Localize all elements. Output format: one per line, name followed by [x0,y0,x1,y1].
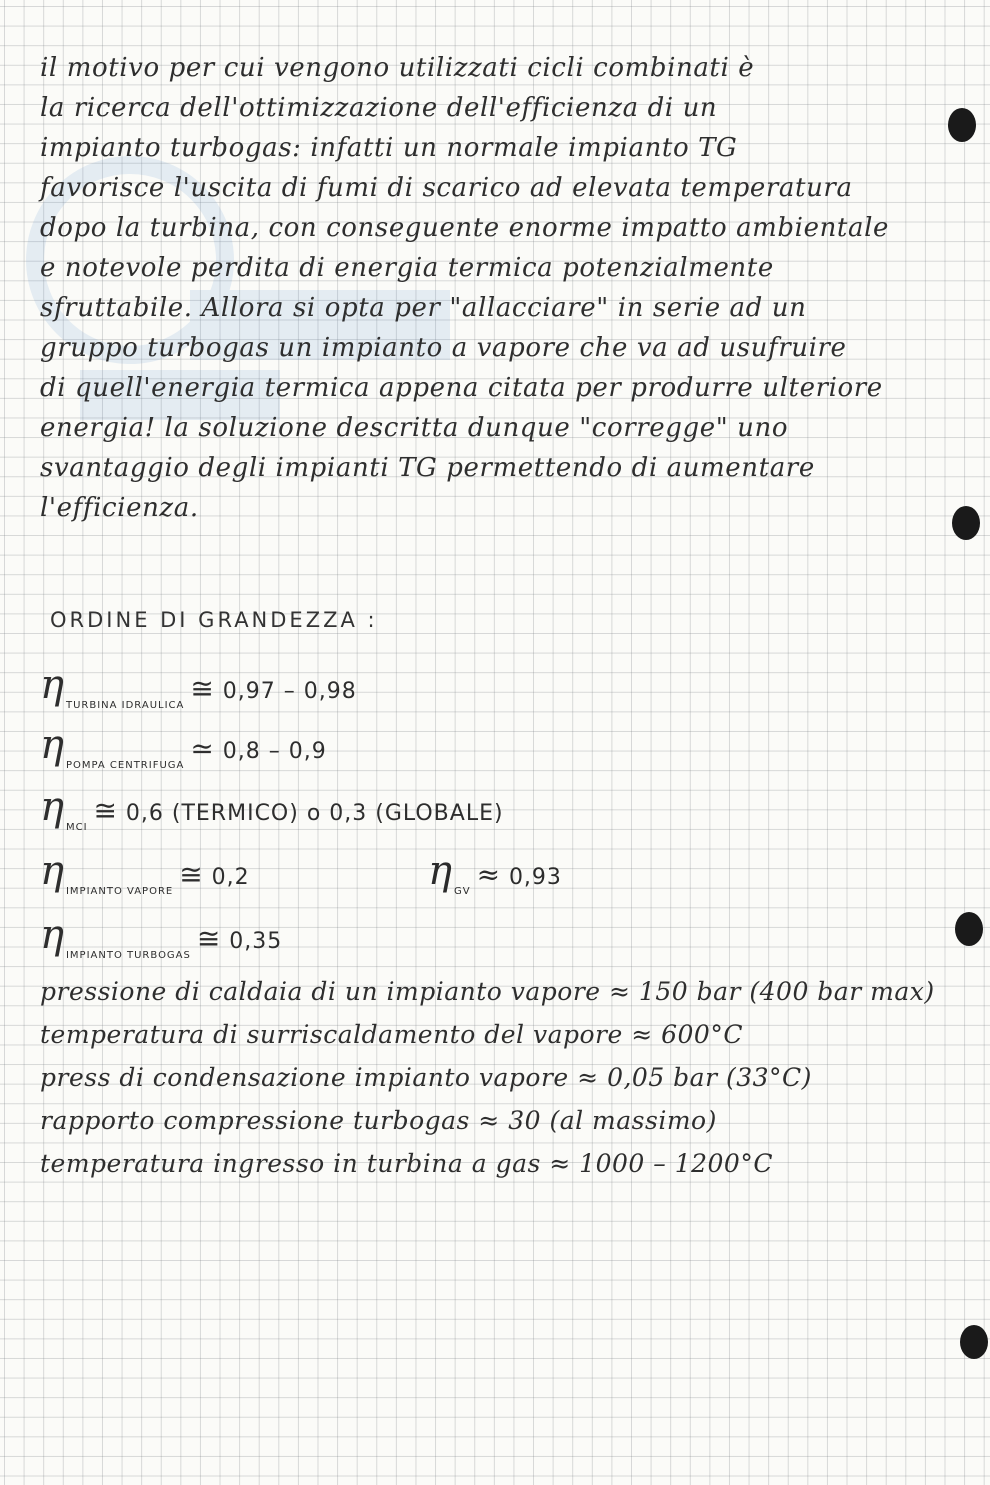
parameter-line: pressione di caldaia di un impianto vapore ≈ 150 bar (400 bar max) [40,977,935,1006]
parameters-list [40,970,950,1185]
eta-subscript: MCI [65,822,88,833]
paragraph-line: l'efficienza. [40,493,199,523]
paragraph-line: dopo la turbina, con conseguente enorme impatto ambientale [40,213,889,243]
paragraph-line: sfruttabile. Allora si opta per "allacciare" in serie ad un [40,293,807,323]
eta-relation: ≃ [190,732,214,765]
parameter-line: temperatura ingresso in turbina a gas ≈ 1000 – 1200°C [40,1149,773,1178]
eta-symbol: η [428,848,452,894]
eta-value: 0,93 [508,865,562,890]
punch-hole-4 [960,1325,988,1359]
eta-subscript: GV [453,886,471,897]
paragraph-line: svantaggio degli impianti TG permettendo di aumentare [40,453,815,483]
parameter-line: press di condensazione impianto vapore ≈ 0,05 bar (33°C) [40,1063,812,1092]
eta-relation: ≅ [93,794,117,827]
eta-symbol: η [40,848,64,894]
eta-symbol: η [40,784,64,830]
eta-value: 0,8 – 0,9 [222,739,327,764]
eta-symbol: η [40,722,64,768]
eta-value: 0,97 – 0,98 [222,679,357,704]
punch-hole-2 [952,506,980,540]
paragraph-line: la ricerca dell'ottimizzazione dell'efficienza di un [40,93,718,123]
paragraph-line: gruppo turbogas un impianto a vapore che va ad usufruire [40,333,847,363]
eta-value: 0,2 [211,865,250,890]
eta-row-vapore [40,848,250,897]
eta-row-pompa [40,722,327,771]
eta-row-turbogas [40,912,282,961]
eta-subscript: IMPIANTO VAPORE [65,886,174,897]
eta-relation: ≅ [190,672,214,705]
parameter-line: temperatura di surriscaldamento del vapore ≈ 600°C [40,1020,743,1049]
eta-row-gv [428,848,562,897]
section-title: ORDINE DI GRANDEZZA : [50,608,378,632]
eta-row-mci [40,784,504,833]
eta-value: 0,35 [229,929,283,954]
paragraph-line: e notevole perdita di energia termica potenzialmente [40,253,774,283]
eta-value: 0,6 (TERMICO) o 0,3 (GLOBALE) [125,801,504,826]
paragraph-line: energia! la soluzione descritta dunque "corregge" uno [40,413,789,443]
eta-row-turbina [40,662,357,711]
eta-relation: ≅ [179,858,203,891]
parameter-line: rapporto compressione turbogas ≈ 30 (al massimo) [40,1106,717,1135]
paragraph-line: favorisce l'uscita di fumi di scarico ad elevata temperatura [40,173,853,203]
eta-subscript: IMPIANTO TURBOGAS [65,950,191,961]
paragraph-line: il motivo per cui vengono utilizzati cicli combinati è [40,53,755,83]
eta-symbol: η [40,662,64,708]
punch-hole-3 [955,912,983,946]
eta-relation: ≅ [196,922,221,955]
paragraph-line: di quell'energia termica appena citata per produrre ulteriore [40,373,883,403]
eta-symbol: η [40,912,64,958]
paragraph-line: impianto turbogas: infatti un normale impianto TG [40,133,738,163]
eta-relation: ≈ [476,858,501,891]
intro-paragraph [40,48,940,528]
punch-hole-1 [948,108,976,142]
eta-subscript: POMPA CENTRIFUGA [65,760,185,771]
eta-subscript: TURBINA IDRAULICA [65,700,185,711]
